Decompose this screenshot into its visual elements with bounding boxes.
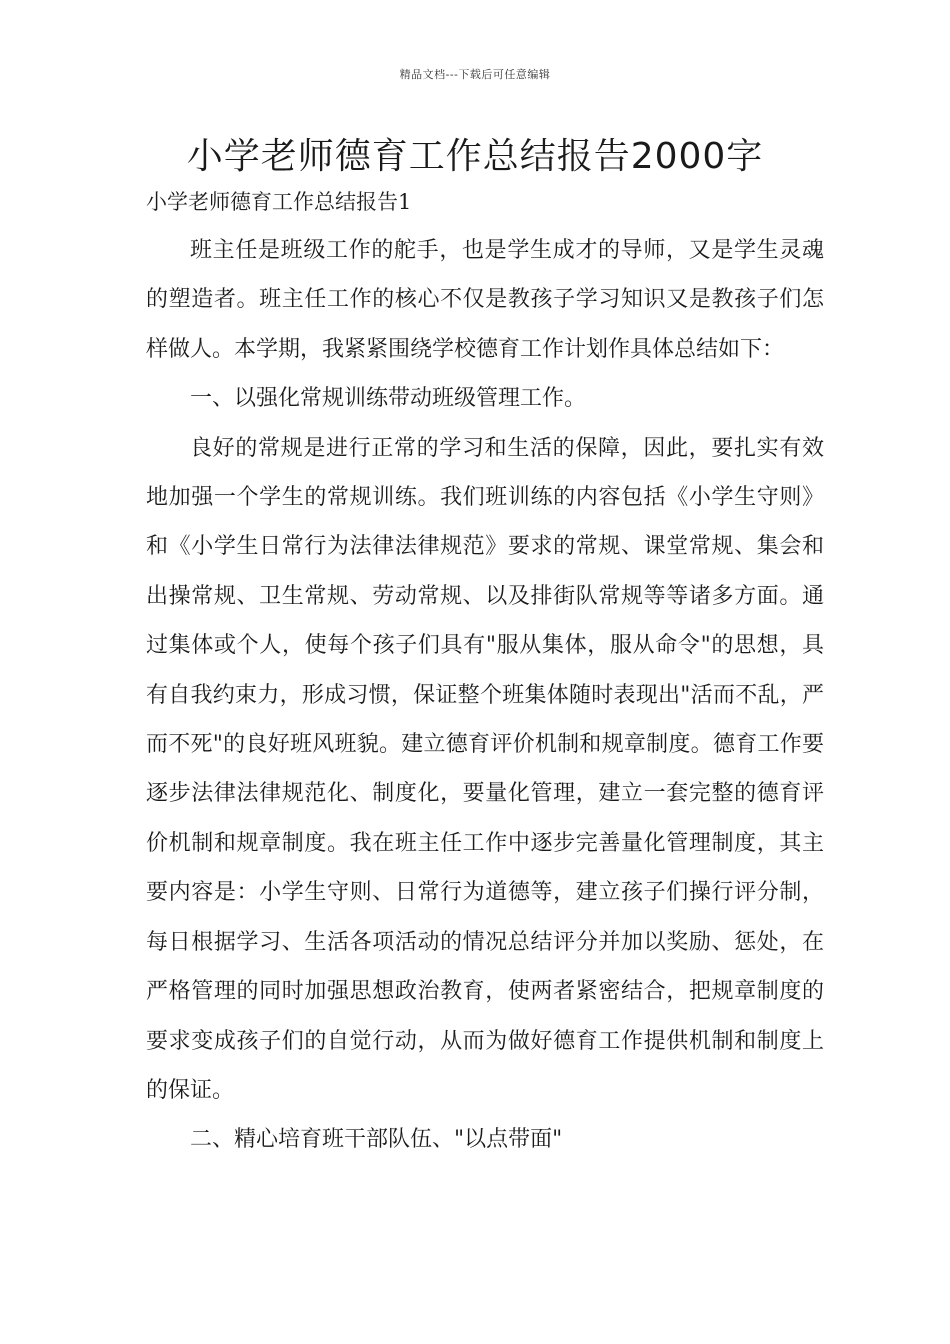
body-text	[146, 226, 824, 1165]
document-title: 小学老师德育工作总结报告2000字	[186, 136, 764, 177]
section-heading-2: 二、精心培育班干部队伍、"以点带面"	[190, 1127, 563, 1153]
paragraph-intro: 班主任是班级工作的舵手，也是学生成才的导师，又是学生灵魂的塑造者。班主任工作的核心不仅是教孩子学习知识又是教孩子们怎样做人。本学期，我紧紧围绕学校德育工作计划作具体总结如下：	[146, 238, 824, 362]
header-note: 精品文档---下载后可任意编辑	[399, 68, 551, 81]
section-heading-1: 一、以强化常规训练带动班级管理工作。	[190, 386, 587, 412]
paragraph-routine-training: 良好的常规是进行正常的学习和生活的保障，因此，要扎实有效地加强一个学生的常规训练。我们班训练的内容包括《小学生守则》和《小学生日常行为法律法律规范》要求的常规、课堂常规、集会和出操常规、卫生常规、劳动常规、以及排街队常规等等诸多方面。通过集体或个人，使每个孩子们具有"服从集体，服从命令"的思想，具有自我约束力，形成习惯，保证整个班集体随时表现出"活而不乱，严而不死"的良好班风班貌。建立德育评价机制和规章制度。德育工作要逐步法律法律规范化、制度化，要量化管理，建立一套完整的德育评价机制和规章制度。我在班主任工作中逐步完善量化管理制度，其主要内容是：小学生守则、日常行为道德等，建立孩子们操行评分制，每日根据学习、生活各项活动的情况总结评分并加以奖励、惩处，在严格管理的同时加强思想政治教育，使两者紧密结合，把规章制度的要求变成孩子们的自觉行动，从而为做好德育工作提供机制和制度上的保证。	[146, 435, 824, 1103]
section-subtitle: 小学老师德育工作总结报告1	[146, 190, 412, 214]
